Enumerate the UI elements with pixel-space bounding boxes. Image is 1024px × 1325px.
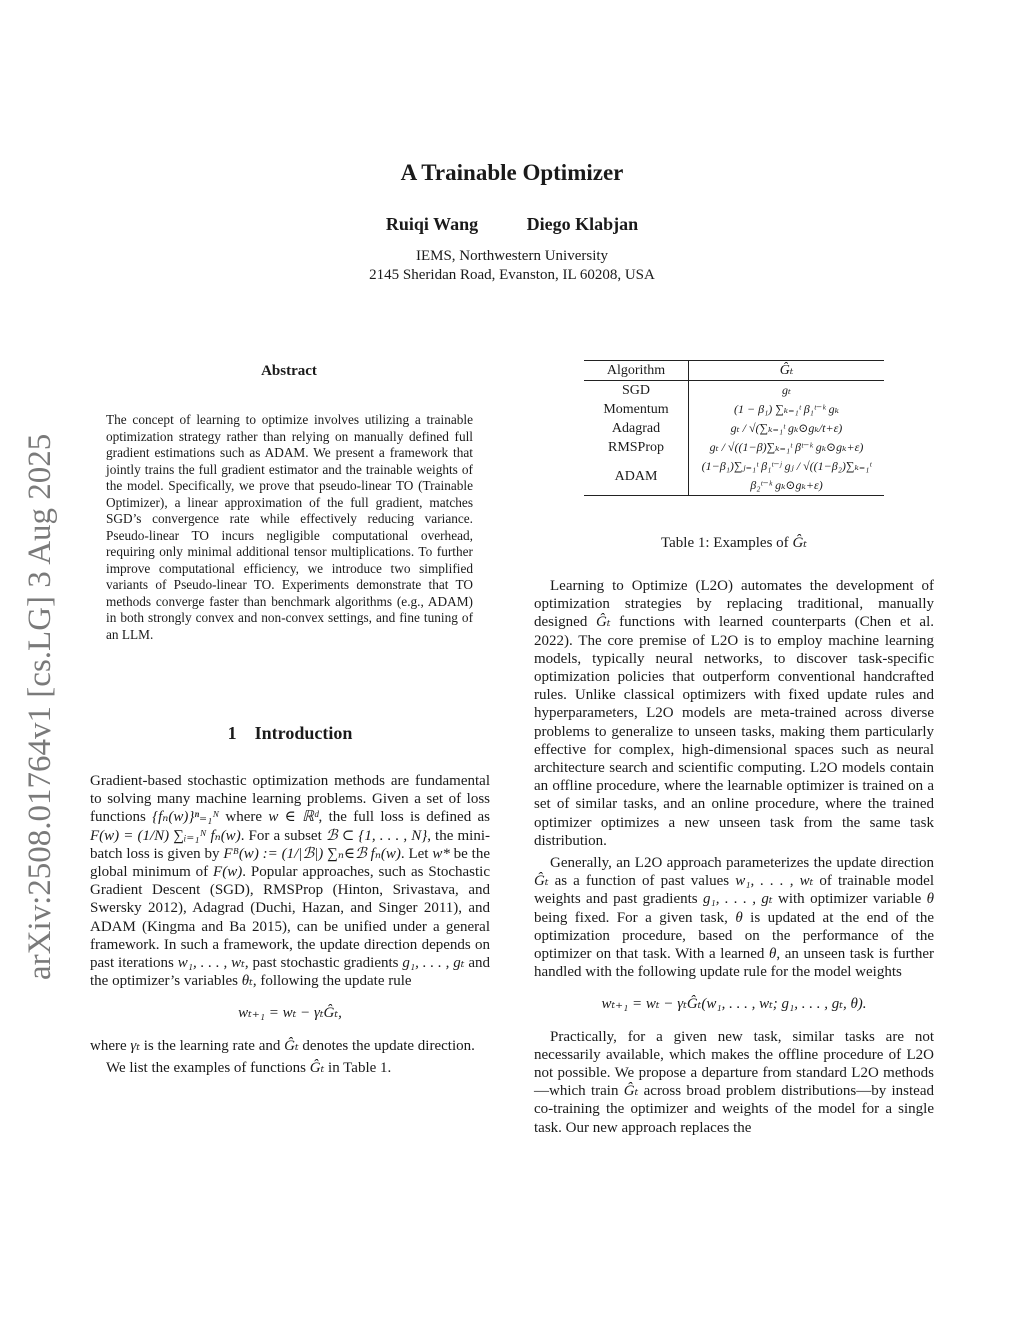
paragraph: Gradient-based stochastic optimization methods are fundamental to solving many machine learning problems. Given a set of loss functions {fₙ(w)}ⁿ₌₁ᴺ where w ∈ ℝᵈ, the full loss is defined as F(w) = (1/N) ∑ᵢ₌₁ᴺ fₙ(w). For a subset ℬ ⊂ {1, . . . , N}, the mini-batch loss is given by Fᴮ(w) := (1/|ℬ|) ∑ₙ∈ℬ fₙ(w). Let w* be the global minimum of F(w). Popular approaches, such as Stochastic Gradient Descent (SGD), RMSProp (Hinton, Srivastava, and Swersky 2012), Adagrad (Duchi, Hazan, and Singer 2011), and ADAM (Kingma and Ba 2015), can be unified under a general framework. In such a framework, the update direction depends on past iterations w₁, . . . , wₜ, past stochastic gradients g₁, . . . , gₜ and the optimizer’s variables θₜ, following the update rule: [90, 773, 491, 990]
section-title: Introduction: [254, 723, 353, 743]
paragraph: where γₜ is the learning rate and Ĝₜ denotes the update direction.: [90, 1037, 475, 1054]
intro-column: [90, 772, 490, 1081]
table-cell: ADAM: [584, 457, 689, 496]
section-heading: [90, 723, 490, 744]
table-cell: (1−β₁)∑ⱼ₌₁ᵗ β₁ᵗ⁻ʲ gⱼ / √((1−β₂)∑ₖ₌₁ᵗ β₂ᵗ⁻ᵏ gₖ⊙gₖ+ε): [701, 459, 872, 492]
section-number: 1: [227, 723, 237, 743]
table-cell: gₜ / √(∑ₖ₌₁ᵗ gₖ⊙gₖ/t+ε): [730, 421, 843, 435]
table-cell: gₜ: [782, 383, 791, 397]
table-caption: Table 1: Examples of Ĝₜ: [661, 535, 807, 551]
arxiv-sidebar: [6, 380, 66, 1000]
table-row: [584, 419, 884, 438]
table-row: [584, 438, 884, 457]
author-name: Diego Klabjan: [526, 214, 639, 234]
paragraph: Learning to Optimize (L2O) automates the development of optimization strategies by replacing traditional, manually designed Ĝₜ functions with learned counterparts (Chen et al. 2022). The core premise of L2O is to employ machine learning models, typically neural networks, to discover task-specific optimization policies that outperform conventional handcrafted rules. Unlike classical optimizers with fixed update rules and hyperparameters, L2O models are meta-trained across diverse problems to generalize to unseen tasks, making them particularly effective for complex, high-dimensional spaces such as neural architecture search and scientific computing. L2O models contain an offline procedure, where the learnable optimizer is trained on a set of similar tasks, and an online procedure, where the trained optimizer optimizes a new unseen task from the same task distribution.: [534, 578, 934, 849]
paragraph: We list the examples of functions Ĝₜ in Table 1.: [106, 1059, 392, 1076]
equation: wₜ₊₁ = wₜ − γₜĜₜ,: [238, 1005, 342, 1022]
paragraph: Generally, an L2O approach parameterizes the update direction Ĝₜ as a function of past values w₁, . . . , wₜ of trainable model weights and past gradients g₁, . . . , gₜ with optimizer variable θ being fixed. For a given task, θ is updated at the end of the optimization procedure, based on the performance of the optimizer on that task. With a learned θ, an unseen task is further handled with the following update rule for the model weights: [534, 855, 934, 981]
table-cell: Adagrad: [584, 419, 689, 438]
table-header-row: [584, 361, 884, 381]
table-header-cell: Algorithm: [584, 361, 689, 381]
paper-title: A Trainable Optimizer: [400, 160, 624, 185]
table-cell: RMSProp: [584, 438, 689, 457]
paragraph: Practically, for a given new task, similar tasks are not necessarily available, which makes the offline procedure of L2O not possible. We propose a departure from standard L2O methods—which train Ĝₜ across broad problem distributions—by instead co-training the optimizer and weights of the model for a single task. Our new approach replaces the: [534, 1028, 934, 1136]
author-name: Ruiqi Wang: [385, 214, 479, 234]
optimizer-table: [584, 360, 884, 496]
affiliation: [0, 247, 1024, 285]
table-cell: (1 − β₁) ∑ₖ₌₁ᵗ β₁ᵗ⁻ᵏ gₖ: [734, 402, 839, 416]
table-row: [584, 381, 884, 401]
table-row: [584, 457, 884, 496]
table-row: [584, 400, 884, 419]
abstract-heading: Abstract: [261, 363, 317, 379]
equation: wₜ₊₁ = wₜ − γₜĜₜ(w₁, . . . , wₜ; g₁, . . . , gₜ, θ).: [601, 996, 867, 1013]
table-header-cell: Ĝₜ: [779, 363, 794, 378]
right-column: [534, 577, 934, 1141]
affiliation-line: IEMS, Northwestern University: [415, 248, 609, 264]
arxiv-identifier: arXiv:2508.01764v1 [cs.LG] 3 Aug 2025: [22, 433, 58, 980]
abstract-body: The concept of learning to optimize involves utilizing a trainable optimization strategy rather than relying on manually defined full gradient estimations such as ADAM. We present a framework that jointly trains the full gradient estimator and the trainable weights of the model. Specifically, we prove that pseudo-linear TO (Trainable Optimizer), a linear approximation of the full gradient, matches SGD’s convergence rate while effectively reducing variance. Pseudo-linear TO incurs negligible computational overhead, requiring only minimal additional tensor multiplications. To further improve computational efficiency, we introduce two simplified variants of Pseudo-linear TO. Experiments demonstrate that TO methods converge faster than benchmark algorithms (e.g., ADAM) in both strongly convex and non-convex settings, and fine tuning of an LLM.: [106, 412, 473, 642]
table-cell: SGD: [584, 381, 689, 401]
affiliation-line: 2145 Sheridan Road, Evanston, IL 60208, USA: [369, 267, 655, 283]
table-cell: Momentum: [584, 400, 689, 419]
table-cell: gₜ / √((1−β)∑ₖ₌₁ᵗ βᵗ⁻ᵏ gₖ⊙gₖ+ε): [709, 440, 864, 454]
author-list: [0, 214, 1024, 235]
